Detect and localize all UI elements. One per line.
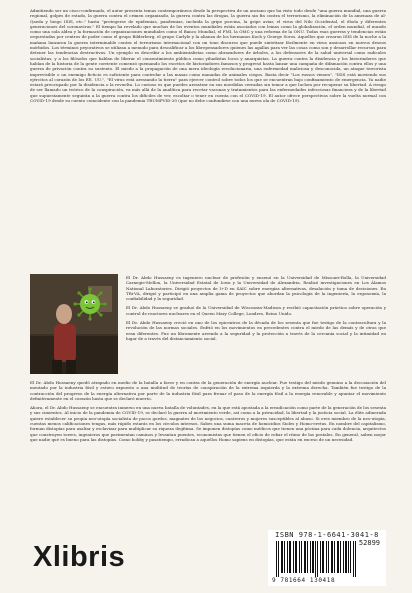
author-photo-image [30, 274, 118, 374]
isbn-barcode-box [268, 530, 386, 586]
publisher-logo: Xlibris [33, 541, 126, 573]
bio-paragraph: El Dr. Abdo Hussaeny creció en uno de los epicentros de la década de los sesenta que fue testigo de la contracultura y la revolución de las normas sociales. Enfrió en los movimientos en precedentes contra el miedo de las demás y de otras que eran diferentes. Fue un libremente arrendo a la seguridad y la protección a través de la cercanía social y la intimidad en lugar de a través del distanciamiento social. [126, 320, 386, 341]
virus-icon [73, 287, 106, 320]
closing-text [30, 380, 386, 446]
isbn-label: ISBN 978-1-6641-3041-8 [275, 531, 379, 539]
barcode-digits: 9 781664 130418 [272, 577, 336, 584]
price-code: 52899 [358, 539, 380, 547]
synopsis-text [30, 8, 386, 107]
bio-paragraph: El Dr. Abdo Hussaeny es ingeniero nuclear de profesión y ensenó en la Universidad de Missouri-Rolla, la Universidad Carnegie-Mellon, la Universidad Estatal de Iowa y la Universidad de Alexandria. Realizó investigaciones en Los Álamos National Laboratories. Dirigió proyectos de I+D en SAIC sobre energías alternativas, desalación y toma de decisiones. En TRi-VA, dirigió y participó en una amplia gama de proyectos que abordan la psicología de la ingeniería, la ergonomía, la confiabilidad y la seguridad. [126, 275, 386, 302]
bio-paragraph: El Dr. Abdo Hussaeny se graduó de la Universidad de Wisconsin-Madison y recibió capacitación práctica sobre operación y control de reactores nucleares en el Queen Mary College, Londres, Reino Unido. [126, 305, 386, 316]
author-bio [126, 275, 386, 345]
synopsis-paragraph: Admitiendo ser un cisco-confirmado, el autor presenta temas contemporáneos desde la perspectiva de un anciano que ha visto todo desde "una guerra mundial, una guerra regional, golpes de estado, la guerra contra el crimen organizado, la guerra contra las drogas, la guerra sin fin contra el terrorismo, la eliminación de la amenaza de al-Qaeda y luego ISIS, etc." hasta "protegerse de epidemias, pandemias, incluida la gripe porcina, la gripe aviar, el virus del Nilo Occidental, el ébola y diferentes generaciones del coronavirus." El tiempo ha revelado que muchos de los eventos mundiales están asociados con lemas como la globalización, el orden mundial, el mundo como una sola aldea y la formación de organizaciones mundiales como el Banco Mundial, el FMI, la OMC y una reforma de la ONU. Todas esas guerras y tendencias están orquestadas por centros de poder como el grupo Bilderberg, el grupo Carlyle y la alianza de los hermanos Koch y George Soros. Aquellos que crearon ISIS de la noche a la mañana lanzaron la guerra interminable contra el terrorismo internacional con un tono discurso que puede sintetizar fácilmente en virus ansiosos en nuevos deseos mórbidos. Los términos peyorativos se utilizan a menudo para descalificar a los librepensadores quienes las agallas para ver las cosas como son y desarrollar recursos para detener las tendencias destructivas. Un ejemplo es describir a los ambientalistas como abrazadores de árboles, a los defensores de la salud universal como radicales socialistas, y a los filósofos que hablan de liberar el consentimiento pública como yihadistas locos y anarquistas. La guerra contra la disidencia y los historiadores que hablan de la historia de la gente corriente comenzó quemando los escritos de historiadores famosos y progresó hasta lanzar una campaña de difamación contra ellos y una guerra de privación contra su sustento. El miedo a la propagación de una mera ideología revolucionaria, una enfermedad maliciosa y desconocida, un ataque terrorista imprevisible o un enemigo ficticio es suficiente para controlar a las masas como manadas de animales ciegos. Basta decir "Los russos vienen", "ISIS está moviendo sus ejércitos al corazón de los EE. UU.", "El virus está arrasando la tierra" para ejercer control sobre todos los que se encuentran bajo confinamiento de emergencia. Ya nadie estará preocupado por la disidencia o la revuelta. Lo curioso es que puedes arrastrar en sus mordidas cerradas sin temor a que luchen por recuperar su libertad. A riesgo de ser llamado un teórico de la conspiración, va más allá de la analítica para recetar vacunas y tratamientos para las enfermedades infecciosas financiera y de la libertad que supuestamente seguirán a la guerra contra los difíciles de ver, escoltar o tener en cuenta con el COVID-19. El autor ofrece perspectivas sobre la vuelta normal con COVID-19 desde su cuento coincidente con la pandemia TRUMPVID-20 (que no debe confundirse con una nueva ola de COVID-19). [30, 8, 386, 104]
author-photo [30, 274, 118, 374]
closing-paragraph: Ahora, el Dr. Abdo Hussaeny se encuentra inmerso en una nueva batalla de voluntades, en la que está apostada a la erradicación como parte de la generación de los sesenta y sus cimientos. Al inicio de la pandemia de COVID-19, se declaró la guerra al movimiento verde, así como a la privacidad, la libertad y la justicia social. La élite adinerada quiere establecer su propia neo-utopía socialista de pocos gordos, magnates de los negocios, cuatreros y mujeres susceptibles al abuso. Si eres miembro de la neo-utopía, cuentas menos calificaciones tengas, más rápido estarás en los círculos internos. Sabes una suma maceta de homicidios Sioles y Homo-eretus. En nombre del capitalismo, forman distopías para asaltar y esclavizar para multiplicar su riqueza ilegítima. Se imponen distopías como médicos que tienen una pócima para cada dolencia, arquitectos que construyen torres, ingenieros que pavimentan caminos y levantan puentes, economistas que tienen el oficio de robar el ritmo de las postales. En general, saben mejor que nadie qué es bueno para las distopías. Como hobby y pasatiempo, erradican a aquellos Homo sapiens en distopías, que están en exceso de un necesidad. [30, 405, 386, 442]
barcode-icon [276, 541, 356, 577]
closing-paragraph: El Dr. Abdo Hussaeny quedó atrapado en medio de la batalla a favor y en contra de la generación de energía nuclear. Fue testigo del miedo genuino a la decosiación del mentado por la industria fósil y estuvo expuesto a una multitud de teorías de conspiración de la extrema izquierda y la extrema derecha. También fue testigo de la contracción del progreso de la energía alternativa por parte de la industria fósil para frenar el paso de la energía fósil a la energía renovable y apuntar el movimiento definitivamente en el corazón hasta que se declaró muerto. [30, 380, 386, 401]
